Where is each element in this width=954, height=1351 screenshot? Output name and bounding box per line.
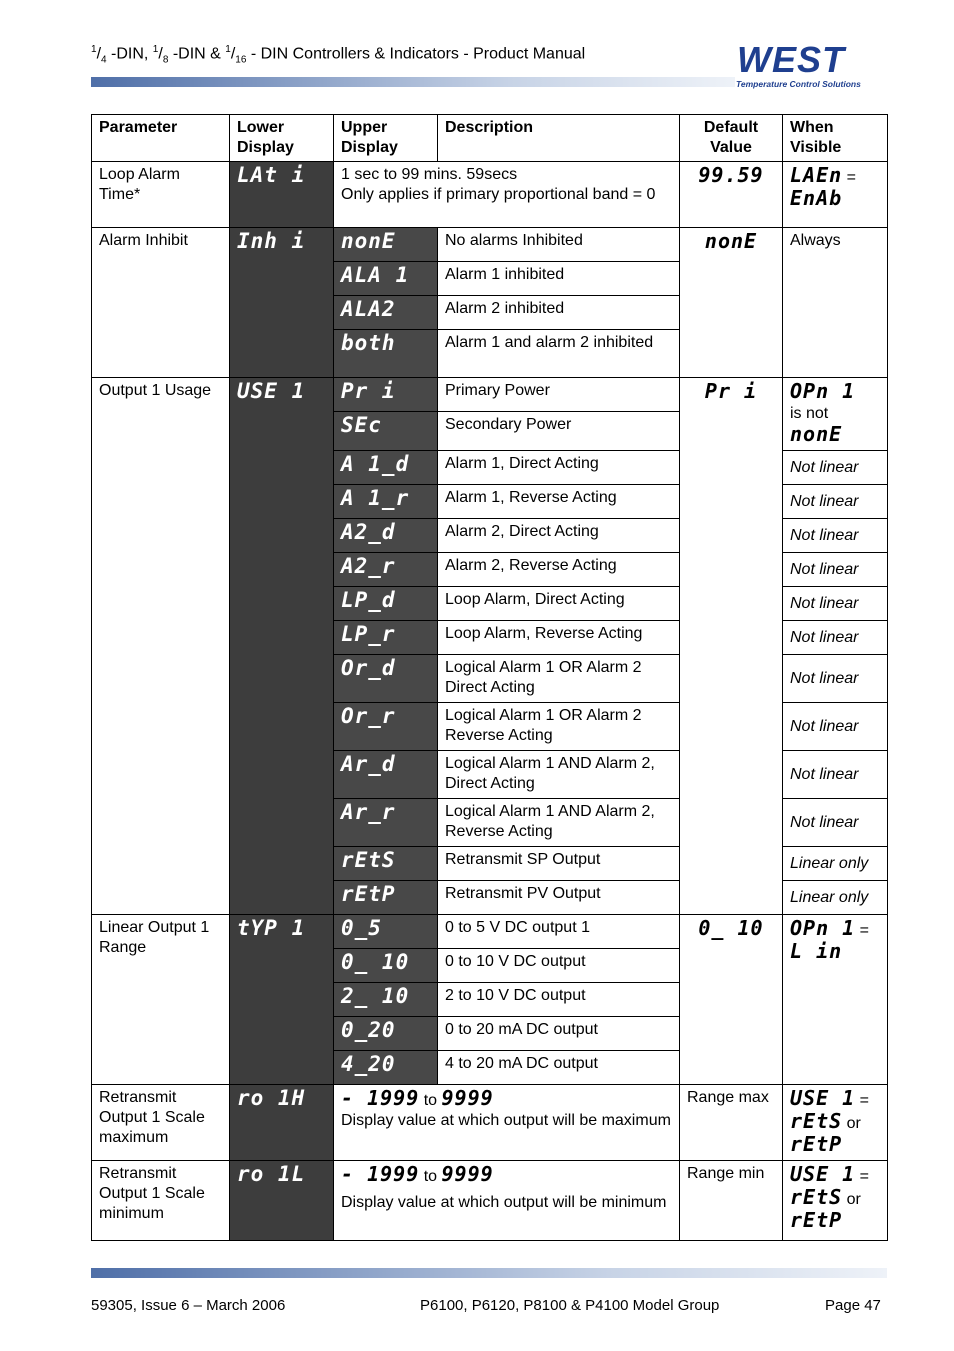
footer-issue: 59305, Issue 6 – March 2006 [91, 1297, 286, 1314]
description: Alarm 1, Reverse Acting [438, 485, 680, 519]
upper-display: LP_d [334, 587, 438, 621]
param-name: Linear Output 1 Range [92, 915, 230, 1085]
param-name: Retransmit Output 1 Scale maximum [92, 1085, 230, 1161]
table-row [92, 378, 888, 412]
description: Retransmit PV Output [438, 881, 680, 915]
description: 0 to 5 V DC output 1 [438, 915, 680, 949]
param-name: Retransmit Output 1 Scale minimum [92, 1161, 230, 1241]
header-lower-display: Lower Display [230, 115, 334, 162]
default-value: 99.59 [680, 162, 783, 228]
upper-display: 0_ 10 [334, 949, 438, 983]
default-value: nonE [680, 228, 783, 378]
when-visible: LAEn = EnAb [783, 162, 888, 228]
footer-rule [91, 1268, 887, 1278]
upper-display: rEtS [334, 847, 438, 881]
when-visible: Always [783, 228, 888, 378]
upper-display: Ar_d [334, 751, 438, 799]
upper-display: 0_20 [334, 1017, 438, 1051]
description: Logical Alarm 1 OR Alarm 2 Direct Acting [438, 655, 680, 703]
upper-display: Ar_r [334, 799, 438, 847]
description: 1 sec to 99 mins. 59secs Only applies if primary proportional band = 0 [334, 162, 680, 228]
lower-display: LAt i [230, 162, 334, 228]
when-visible: Not linear [783, 451, 888, 485]
lower-display: ro 1L [230, 1161, 334, 1241]
description: Loop Alarm, Direct Acting [438, 587, 680, 621]
description: Retransmit SP Output [438, 847, 680, 881]
description: Alarm 2, Direct Acting [438, 519, 680, 553]
description: Alarm 1, Direct Acting [438, 451, 680, 485]
upper-display: A 1_d [334, 451, 438, 485]
when-visible: Not linear [783, 655, 888, 703]
table-header-row [92, 115, 888, 162]
header-title: $^1/_4$ -DIN, $^1/_8$ -DIN & $^1/_{16}$ - DIN Controllers & Indicators - Product Manual [91, 44, 586, 66]
upper-display: 2_ 10 [334, 983, 438, 1017]
when-visible: USE 1 = rEtS or rEtP [783, 1161, 888, 1241]
when-visible: Not linear [783, 553, 888, 587]
when-visible: Not linear [783, 799, 888, 847]
header-default-value: Default Value [680, 115, 783, 162]
default-value: Pr i [680, 378, 783, 915]
when-visible: Linear only [783, 847, 888, 881]
upper-display: SEc [334, 412, 438, 451]
upper-display: nonE [334, 228, 438, 262]
parameter-table [91, 114, 888, 1241]
lower-display: ro 1H [230, 1085, 334, 1161]
footer-page-number: Page 47 [825, 1297, 881, 1314]
upper-display: ALA 1 [334, 262, 438, 296]
description: Alarm 2, Reverse Acting [438, 553, 680, 587]
when-visible: Not linear [783, 587, 888, 621]
description: 0 to 10 V DC output [438, 949, 680, 983]
description: - 1999 to 9999 Display value at which output will be minimum [334, 1161, 680, 1241]
description: No alarms Inhibited [438, 228, 680, 262]
logo-tagline: Temperature Control Solutions [736, 79, 861, 89]
upper-display: rEtP [334, 881, 438, 915]
header-upper-display: Upper Display [334, 115, 438, 162]
description: Logical Alarm 1 AND Alarm 2, Direct Acting [438, 751, 680, 799]
header-description: Description [438, 115, 680, 162]
when-visible: Not linear [783, 751, 888, 799]
upper-display: 0_5 [334, 915, 438, 949]
description: - 1999 to 9999 Display value at which output will be maximum [334, 1085, 680, 1161]
lower-display: USE 1 [230, 378, 334, 915]
param-name: Alarm Inhibit [92, 228, 230, 378]
upper-display: A 1_r [334, 485, 438, 519]
when-visible: Linear only [783, 881, 888, 915]
description: Primary Power [438, 378, 680, 412]
upper-display: ALA2 [334, 296, 438, 330]
param-name: Loop Alarm Time* [92, 162, 230, 228]
lower-display: Inh i [230, 228, 334, 378]
footer-model-group: P6100, P6120, P8100 & P4100 Model Group [420, 1297, 720, 1314]
upper-display: Or_r [334, 703, 438, 751]
table-row [92, 1085, 888, 1161]
when-visible: Not linear [783, 519, 888, 553]
default-value: Range max [680, 1085, 783, 1161]
upper-display: A2_r [334, 553, 438, 587]
description: Alarm 1 and alarm 2 inhibited [438, 330, 680, 378]
upper-display: LP_r [334, 621, 438, 655]
when-visible: USE 1 = rEtS or rEtP [783, 1085, 888, 1161]
upper-display: A2_d [334, 519, 438, 553]
description: Logical Alarm 1 AND Alarm 2, Reverse Acting [438, 799, 680, 847]
upper-display: 4_20 [334, 1051, 438, 1085]
param-name: Output 1 Usage [92, 378, 230, 915]
description: Secondary Power [438, 412, 680, 451]
header-parameter: Parameter [92, 115, 230, 162]
default-value: 0_ 10 [680, 915, 783, 1085]
table-row [92, 1161, 888, 1241]
when-visible: OPn 1 = L in [783, 915, 888, 1085]
when-visible: OPn 1 is not nonE [783, 378, 888, 451]
table-row [92, 915, 888, 949]
upper-display: both [334, 330, 438, 378]
description: Loop Alarm, Reverse Acting [438, 621, 680, 655]
description: Alarm 1 inhibited [438, 262, 680, 296]
when-visible: Not linear [783, 485, 888, 519]
header-when-visible: When Visible [783, 115, 888, 162]
table-row [92, 162, 888, 228]
logo-wordmark: WEST [737, 39, 845, 80]
west-logo [733, 39, 887, 89]
upper-display: Or_d [334, 655, 438, 703]
description: 2 to 10 V DC output [438, 983, 680, 1017]
description: 0 to 20 mA DC output [438, 1017, 680, 1051]
description: Alarm 2 inhibited [438, 296, 680, 330]
lower-display: tYP 1 [230, 915, 334, 1085]
description: 4 to 20 mA DC output [438, 1051, 680, 1085]
when-visible: Not linear [783, 703, 888, 751]
upper-display: Pr i [334, 378, 438, 412]
description: Logical Alarm 1 OR Alarm 2 Reverse Acting [438, 703, 680, 751]
default-value: Range min [680, 1161, 783, 1241]
when-visible: Not linear [783, 621, 888, 655]
table-row [92, 228, 888, 262]
header-rule [91, 77, 735, 87]
